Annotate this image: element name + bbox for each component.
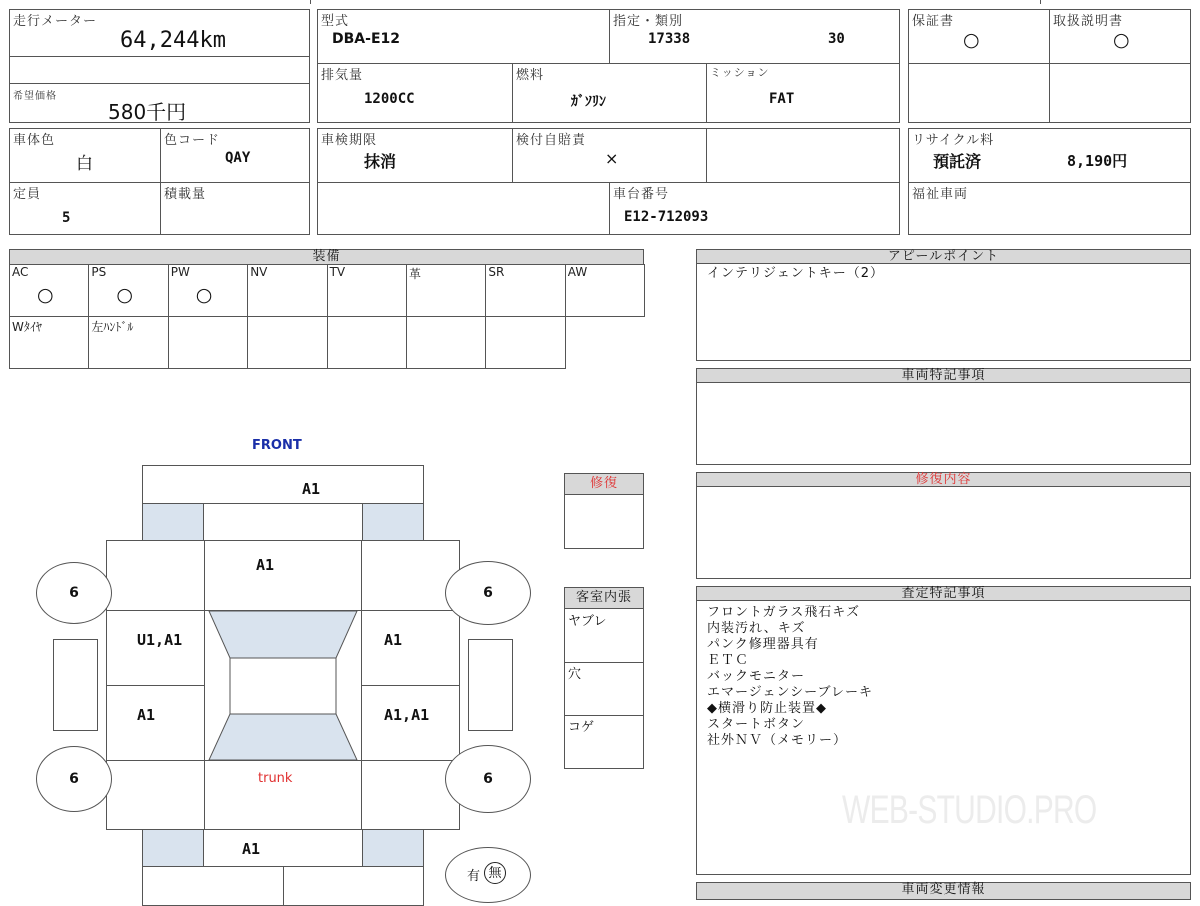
insurance-cell bbox=[512, 128, 707, 183]
manual-cell bbox=[1049, 9, 1191, 64]
equipment-mark: ○ bbox=[116, 284, 133, 306]
equipment-label: Wﾀｲﾔ bbox=[12, 320, 42, 334]
front-left-corner bbox=[142, 503, 204, 541]
rear-lower-right bbox=[283, 866, 424, 906]
interior-box bbox=[564, 587, 644, 769]
equipment-cell bbox=[327, 264, 407, 317]
price-label: 希望価格 bbox=[13, 91, 57, 102]
capacity-label: 定員 bbox=[13, 187, 42, 202]
warranty-cell bbox=[908, 9, 1050, 64]
equipment-cell bbox=[327, 317, 407, 369]
price-cell bbox=[9, 83, 310, 123]
model-label: 型式 bbox=[321, 14, 350, 29]
vehicle-notes-panel bbox=[696, 368, 1191, 465]
welfare-label: 福祉車両 bbox=[912, 187, 969, 202]
warranty-value: ○ bbox=[963, 29, 980, 51]
left-mirror bbox=[53, 639, 98, 731]
left-fender bbox=[106, 540, 205, 611]
price-value: 580千円 bbox=[108, 100, 187, 124]
spare-tire-indicator bbox=[445, 847, 531, 903]
chassis-cell bbox=[609, 182, 900, 235]
code-right-rear: A1,A1 bbox=[384, 706, 430, 724]
chassis-label: 車台番号 bbox=[613, 187, 670, 202]
assessment-line: エマージェンシーブレーキ bbox=[707, 685, 873, 700]
code-right-front: A1 bbox=[384, 631, 403, 649]
equipment-cell bbox=[406, 264, 486, 317]
model-cell bbox=[317, 9, 610, 64]
manual-label: 取扱説明書 bbox=[1053, 14, 1124, 29]
blank-mid-2 bbox=[317, 182, 610, 235]
assessment-line: スタートボタン bbox=[707, 717, 806, 732]
displacement-label: 排気量 bbox=[321, 68, 364, 83]
watermark: WEB-STUDIO.PRO bbox=[842, 788, 1097, 832]
equipment-cell bbox=[247, 317, 327, 369]
load-label: 積載量 bbox=[164, 187, 207, 202]
tire-rear-right: 6 bbox=[445, 745, 531, 813]
front-bumper bbox=[142, 465, 424, 504]
appeal-text: インテリジェントキー（2） bbox=[707, 266, 885, 281]
interior-item-burn: コゲ bbox=[568, 720, 595, 735]
left-rear-door bbox=[106, 685, 205, 761]
blank-right-1 bbox=[908, 63, 1050, 123]
capacity-cell bbox=[9, 182, 161, 235]
designation-cell bbox=[609, 9, 900, 64]
body-color-label: 車体色 bbox=[13, 133, 56, 148]
equipment-label: 革 bbox=[409, 267, 422, 281]
inspection-label: 車検期限 bbox=[321, 133, 378, 148]
equipment-label: PS bbox=[91, 265, 107, 279]
equipment-label: AC bbox=[12, 265, 29, 279]
assessment-line: 社外ＮＶ（メモリー） bbox=[707, 733, 848, 748]
color-code-label: 色コード bbox=[164, 133, 221, 148]
code-rear-bottom: A1 bbox=[242, 840, 261, 858]
hood-main bbox=[204, 540, 362, 611]
capacity-value: 5 bbox=[62, 210, 71, 226]
fuel-label: 燃料 bbox=[516, 68, 545, 83]
designation-value1: 17338 bbox=[648, 31, 691, 47]
fuel-value: ｶﾞｿﾘﾝ bbox=[571, 94, 606, 110]
hood bbox=[203, 503, 363, 541]
repair-box-title: 修復 bbox=[564, 473, 644, 495]
blank-right-2 bbox=[1049, 63, 1191, 123]
equipment-cell bbox=[247, 264, 327, 317]
displacement-value: 1200CC bbox=[364, 91, 415, 107]
interior-title: 客室内張 bbox=[564, 587, 644, 609]
repair-details-title: 修復内容 bbox=[696, 472, 1191, 487]
equipment-cell bbox=[9, 317, 89, 369]
designation-label: 指定・類別 bbox=[613, 14, 684, 29]
equipment-cell bbox=[485, 264, 565, 317]
meter-blank bbox=[9, 56, 310, 84]
mission-cell bbox=[706, 63, 900, 123]
meter-label: 走行メーター bbox=[13, 14, 98, 29]
model-value: DBA-E12 bbox=[332, 31, 400, 47]
repair-box bbox=[564, 473, 644, 549]
cabin-glass bbox=[205, 611, 361, 760]
code-left-rear: A1 bbox=[137, 706, 156, 724]
equipment-cell bbox=[168, 317, 248, 369]
equipment-mark: ○ bbox=[37, 284, 54, 306]
code-left-front: U1,A1 bbox=[137, 631, 183, 649]
inspection-value: 抹消 bbox=[364, 152, 397, 171]
assessment-line: フロントガラス飛石キズ bbox=[707, 605, 860, 620]
right-front-door bbox=[361, 610, 460, 686]
body-color-cell bbox=[9, 128, 161, 183]
designation-value2: 30 bbox=[828, 31, 845, 47]
insurance-value: × bbox=[605, 149, 619, 168]
assessment-title: 査定特記事項 bbox=[696, 586, 1191, 601]
assessment-line: バックモニター bbox=[707, 669, 806, 684]
interior-item-tear: ヤブレ bbox=[568, 614, 607, 629]
equipment-cell bbox=[88, 264, 168, 317]
spare-no: 無 bbox=[484, 862, 506, 884]
tire-rear-left: 6 bbox=[36, 746, 112, 812]
right-fender bbox=[361, 540, 460, 611]
fuel-cell bbox=[512, 63, 707, 123]
mission-label: ミッション bbox=[710, 66, 770, 79]
equipment-cell bbox=[168, 264, 248, 317]
equipment-title: 装備 bbox=[9, 249, 644, 265]
blank-mid-1 bbox=[706, 128, 900, 183]
code-front-top: A1 bbox=[302, 480, 321, 498]
rear-left-corner bbox=[142, 829, 204, 867]
repair-details-panel bbox=[696, 472, 1191, 579]
recycle-label: リサイクル料 bbox=[912, 133, 995, 148]
load-cell bbox=[160, 182, 310, 235]
appeal-title: アピールポイント bbox=[696, 249, 1191, 264]
code-hood: A1 bbox=[256, 556, 275, 574]
equipment-label: AW bbox=[567, 265, 588, 279]
tire-front-right: 6 bbox=[445, 561, 531, 625]
tire-front-left: 6 bbox=[36, 562, 112, 624]
color-code-cell bbox=[160, 128, 310, 183]
mission-value: FAT bbox=[769, 91, 795, 107]
recycle-cell bbox=[908, 128, 1191, 183]
equipment-table bbox=[9, 249, 644, 369]
body-color-value: 白 bbox=[76, 154, 93, 174]
inspection-cell bbox=[317, 128, 513, 183]
welfare-cell bbox=[908, 182, 1191, 235]
recycle-amount: 8,190円 bbox=[1067, 152, 1128, 170]
recycle-status: 預託済 bbox=[933, 152, 982, 171]
appeal-panel bbox=[696, 249, 1191, 361]
interior-item-hole: 穴 bbox=[568, 667, 582, 682]
assessment-line: ＥＴＣ bbox=[707, 653, 750, 668]
equipment-cell bbox=[88, 317, 168, 369]
equipment-cell bbox=[9, 264, 89, 317]
color-code-value: QAY bbox=[225, 150, 251, 166]
equipment-mark: ○ bbox=[195, 284, 213, 306]
manual-value: ○ bbox=[1113, 29, 1130, 51]
assessment-line: パンク修理器具有 bbox=[707, 637, 819, 652]
meter-cell bbox=[9, 9, 310, 57]
equipment-cell bbox=[406, 317, 486, 369]
equipment-label: SR bbox=[488, 265, 505, 279]
trunk-label: trunk bbox=[258, 771, 293, 786]
equipment-cell bbox=[565, 264, 645, 317]
equipment-label: TV bbox=[329, 265, 346, 279]
assessment-line: 内装汚れ、キズ bbox=[707, 621, 806, 636]
front-right-corner bbox=[362, 503, 424, 541]
left-rear-fender bbox=[106, 760, 205, 830]
chassis-value: E12-712093 bbox=[624, 209, 709, 225]
equipment-cell bbox=[485, 317, 565, 369]
assessment-line: ◆横滑り防止装置◆ bbox=[707, 701, 827, 716]
vehicle-notes-title: 車両特記事項 bbox=[696, 368, 1191, 383]
spare-yes: 有 bbox=[467, 869, 481, 884]
meter-value: 64,244km bbox=[120, 28, 226, 53]
insurance-label: 検付自賠責 bbox=[516, 133, 587, 148]
rear-lower-left bbox=[142, 866, 284, 906]
cabin bbox=[204, 610, 362, 761]
changes-title: 車両変更情報 bbox=[696, 882, 1191, 900]
equipment-label: PW bbox=[170, 265, 190, 279]
warranty-label: 保証書 bbox=[912, 14, 955, 29]
rear-bumper bbox=[203, 829, 363, 867]
equipment-label: NV bbox=[250, 265, 268, 279]
right-mirror bbox=[468, 639, 513, 731]
equipment-label: 左ﾊﾝﾄﾞﾙ bbox=[91, 320, 134, 334]
rear-right-corner bbox=[362, 829, 424, 867]
front-label: FRONT bbox=[252, 438, 302, 453]
displacement-cell bbox=[317, 63, 513, 123]
